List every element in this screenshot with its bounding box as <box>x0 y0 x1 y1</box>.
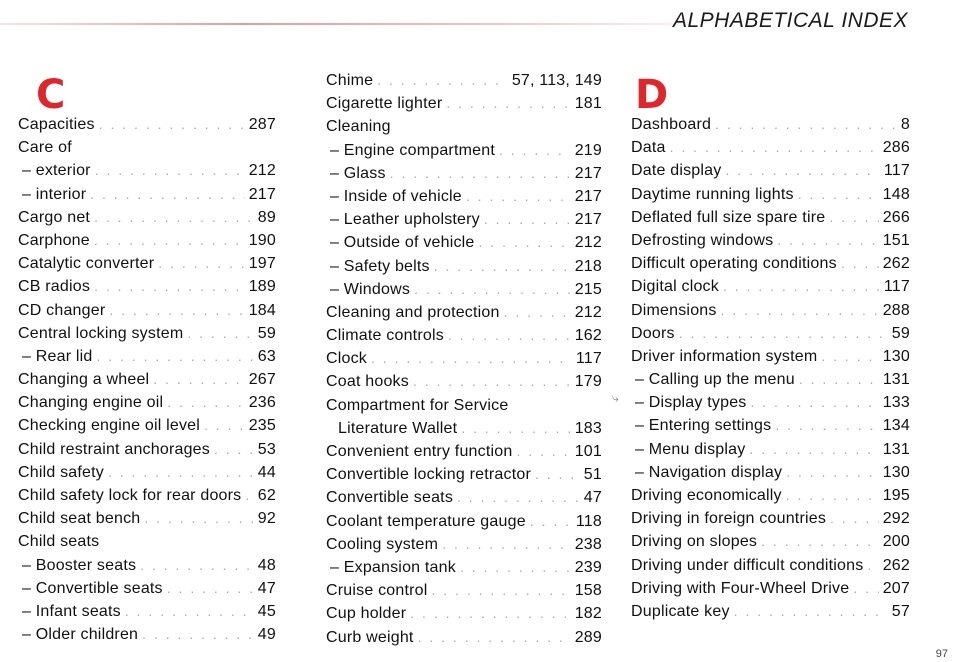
index-entry <box>18 557 276 580</box>
index-entry-page: 219 <box>574 141 602 159</box>
index-entry <box>631 232 910 255</box>
index-entry-page: 236 <box>248 394 276 412</box>
index-entry <box>326 629 602 652</box>
index-entry-page: 287 <box>248 116 276 133</box>
index-entry <box>631 394 910 417</box>
index-entry <box>326 118 602 141</box>
dot-leader <box>94 278 245 294</box>
index-entry <box>631 417 910 440</box>
dot-leader <box>448 327 571 343</box>
index-entry-label: Daytime running lights <box>631 185 794 203</box>
index-entry-page: 118 <box>575 512 602 530</box>
index-entry <box>326 513 602 536</box>
dot-leader <box>761 533 879 549</box>
index-entry-label: Changing a wheel <box>18 371 150 389</box>
section-letter-d: D <box>635 72 669 118</box>
index-entry <box>631 325 910 348</box>
index-entry <box>631 533 910 556</box>
index-entry <box>18 626 276 649</box>
index-entry-label: – Outside of vehicle <box>330 234 475 252</box>
dot-leader <box>109 302 244 318</box>
index-entry-page: 184 <box>248 301 276 319</box>
index-entry-page: 8 <box>900 116 910 133</box>
dot-leader <box>679 325 888 341</box>
dot-leader <box>144 510 253 526</box>
index-entry-label: – exterior <box>22 162 91 180</box>
index-entry-page: 117 <box>883 278 910 296</box>
index-entry <box>326 443 602 466</box>
index-entry <box>326 188 602 211</box>
dot-leader <box>96 348 253 364</box>
index-entry <box>18 302 276 325</box>
dot-leader <box>499 142 571 158</box>
index-entry-page: 266 <box>882 208 910 226</box>
dot-leader <box>187 325 253 341</box>
index-entry-page: 238 <box>574 535 602 553</box>
index-entry-page: 133 <box>882 394 910 412</box>
dot-leader <box>484 211 571 227</box>
dot-leader <box>775 417 878 433</box>
scan-mark-icon: ⤷ <box>612 391 619 405</box>
index-entry-label: Child safety lock for rear doors <box>18 487 242 504</box>
dot-leader <box>432 582 571 598</box>
index-entry-label: Chime <box>326 72 374 89</box>
dot-leader <box>99 116 245 132</box>
index-entry-label: Cargo net <box>18 208 91 226</box>
index-entry-label: Doors <box>631 324 675 342</box>
index-entry <box>326 281 602 304</box>
dot-leader <box>413 373 571 389</box>
index-entry-label: – Calling up the menu <box>635 371 795 389</box>
index-entry-label: Cleaning <box>326 118 391 136</box>
dot-leader <box>410 605 570 621</box>
dot-leader <box>158 255 244 271</box>
index-entry-label: Cleaning and protection <box>326 303 500 321</box>
index-entry <box>326 582 602 605</box>
dot-leader <box>457 489 580 505</box>
index-entry-label: Child restraint anchorages <box>18 440 210 458</box>
index-entry-label: CD changer <box>18 301 106 319</box>
index-entry <box>326 373 602 396</box>
index-entry-label: – Display types <box>635 394 747 412</box>
index-entry-page: 130 <box>882 347 910 365</box>
index-entry-page: 131 <box>882 440 910 458</box>
index-entry-label: Compartment for Service <box>326 396 509 414</box>
index-entry <box>631 186 910 209</box>
dot-leader <box>751 394 879 410</box>
index-entry-page: 197 <box>248 255 276 273</box>
index-entry-label: Dimensions <box>631 301 717 319</box>
index-entry-label: Deflated full size spare tire <box>631 208 826 226</box>
dot-leader <box>504 304 571 320</box>
index-entry-label: – Convertible seats <box>22 579 163 597</box>
dot-leader <box>418 629 571 645</box>
index-entry-label: Driving with Four-Wheel Drive <box>631 579 850 597</box>
index-entry-page: 148 <box>882 185 910 203</box>
index-entry <box>18 255 276 278</box>
dot-leader <box>90 186 244 202</box>
index-entry <box>326 165 602 188</box>
index-entry-label: Carphone <box>18 231 90 249</box>
index-entry-page: 217 <box>574 187 602 205</box>
index-entry-page: 217 <box>574 164 602 182</box>
index-entry <box>18 533 276 556</box>
dot-leader <box>853 580 878 596</box>
index-entry <box>326 258 602 281</box>
index-entry <box>18 371 276 394</box>
index-entry-page: 182 <box>574 605 602 623</box>
index-entry-page: 48 <box>257 556 276 574</box>
dot-leader <box>734 603 888 619</box>
index-entry-label: – Glass <box>330 164 386 182</box>
index-entry-label: Driving economically <box>631 487 782 504</box>
index-entry-page: 217 <box>248 185 276 203</box>
index-entry-page: 235 <box>248 417 276 435</box>
index-entry-page: 262 <box>882 255 910 273</box>
dot-leader <box>516 443 570 459</box>
index-entry-label: Coolant temperature gauge <box>326 512 526 530</box>
index-entry-label: Driver information system <box>631 347 818 365</box>
index-entry <box>18 441 276 464</box>
index-entry-label: – Rear lid <box>22 347 93 365</box>
index-entry-page: 45 <box>257 602 276 620</box>
dot-leader <box>670 139 879 155</box>
index-entry-page: 53 <box>257 440 276 458</box>
dot-leader <box>841 255 879 271</box>
index-entry <box>631 441 910 464</box>
index-entry-page: 207 <box>882 579 910 597</box>
index-entry-label: Central locking system <box>18 324 184 342</box>
index-entry-page: 59 <box>891 324 910 342</box>
dot-leader <box>749 441 878 457</box>
dot-leader <box>723 278 880 294</box>
index-entry-page: 158 <box>574 582 602 600</box>
index-entry <box>18 116 276 139</box>
index-entry-page: 212 <box>574 234 602 252</box>
page-number: 97 <box>935 648 948 660</box>
index-entry <box>18 162 276 185</box>
index-entry-label: – Infant seats <box>22 602 121 620</box>
index-entry-page: 262 <box>882 556 910 574</box>
dot-leader <box>821 348 878 364</box>
index-entry-label: Clock <box>326 350 368 368</box>
index-entry-label: Defrosting windows <box>631 231 774 249</box>
index-entry <box>326 536 602 559</box>
index-entry-label: Changing engine oil <box>18 394 164 412</box>
dot-leader <box>153 371 244 387</box>
index-entry <box>631 580 910 603</box>
index-entry-label: – Leather upholstery <box>330 211 480 229</box>
index-entry-page: 239 <box>574 558 602 576</box>
index-entry <box>326 304 602 327</box>
dot-leader <box>94 209 254 225</box>
index-entry <box>631 371 910 394</box>
index-entry <box>631 557 910 580</box>
index-entry-page: 62 <box>257 487 276 504</box>
section-letter-c: C <box>36 72 66 118</box>
dot-leader <box>140 557 254 573</box>
dot-leader <box>245 487 253 503</box>
index-entry-label: Coat hooks <box>326 373 409 391</box>
index-column-3 <box>631 116 910 626</box>
index-entry <box>326 95 602 118</box>
index-entry-page: 57 <box>891 602 910 620</box>
index-entry-label: – Navigation display <box>635 463 783 481</box>
dot-leader <box>829 209 878 225</box>
index-entry <box>326 72 602 95</box>
dot-leader <box>725 162 879 178</box>
index-entry <box>631 302 910 325</box>
index-entry-page: 181 <box>574 95 602 113</box>
index-entry-label: Duplicate key <box>631 602 730 620</box>
index-entry <box>18 139 276 162</box>
index-entry-page: 289 <box>574 628 602 646</box>
index-entry-label: Difficult operating conditions <box>631 255 837 273</box>
dot-leader <box>461 420 570 436</box>
dot-leader <box>867 557 878 573</box>
index-entry-label: Convertible locking retractor <box>326 466 531 484</box>
dot-leader <box>830 510 879 526</box>
index-entry-page: 101 <box>574 443 602 460</box>
index-entry <box>18 278 276 301</box>
index-entry <box>18 232 276 255</box>
index-entry <box>631 487 910 510</box>
dot-leader <box>94 232 245 248</box>
index-entry-label: Convenient entry function <box>326 443 513 460</box>
index-entry-label: Digital clock <box>631 278 719 296</box>
index-entry <box>326 327 602 350</box>
index-entry <box>18 417 276 440</box>
dot-leader <box>446 95 570 111</box>
index-entry-page: 189 <box>248 278 276 296</box>
index-entry <box>631 510 910 533</box>
index-entry-label: Cigarette lighter <box>326 95 443 113</box>
index-entry <box>18 580 276 603</box>
index-entry-label: – Entering settings <box>635 417 772 435</box>
index-entry-page: 44 <box>257 463 276 481</box>
dot-leader <box>442 536 571 552</box>
index-entry <box>631 255 910 278</box>
dot-leader <box>799 371 879 387</box>
index-entry <box>631 162 910 185</box>
index-entry-label: Child safety <box>18 463 104 481</box>
index-entry <box>18 603 276 626</box>
index-entry-page: 212 <box>248 162 276 180</box>
index-entry-page: 47 <box>583 489 602 507</box>
index-entry-label: – interior <box>22 185 87 203</box>
index-entry-label: Literature Wallet <box>338 419 458 437</box>
dot-leader <box>95 162 245 178</box>
index-entry <box>18 325 276 348</box>
dot-leader <box>715 116 897 132</box>
dot-leader <box>530 513 572 529</box>
index-entry <box>326 211 602 234</box>
index-entry-page: 215 <box>574 280 602 298</box>
index-entry <box>18 464 276 487</box>
index-entry <box>326 234 602 257</box>
dot-leader <box>167 580 254 596</box>
index-column-1 <box>18 116 276 649</box>
index-entry-label: – Inside of vehicle <box>330 187 462 205</box>
dot-leader <box>434 258 571 274</box>
dot-leader <box>167 394 244 410</box>
index-entry-page: 267 <box>248 371 276 389</box>
index-entry-label: Checking engine oil level <box>18 417 200 435</box>
index-entry-page: 218 <box>574 257 602 275</box>
index-entry <box>326 142 602 165</box>
dot-leader <box>721 302 879 318</box>
index-entry-page: 179 <box>574 373 602 391</box>
dot-leader <box>214 441 254 457</box>
index-entry-label: Driving on slopes <box>631 533 758 551</box>
index-entry-page: 63 <box>257 347 276 365</box>
index-entry-page: 195 <box>882 487 910 504</box>
index-entry-page: 131 <box>882 371 910 389</box>
index-entry-label: Cup holder <box>326 605 407 623</box>
index-entry-label: – Windows <box>330 280 411 298</box>
index-entry-label: Care of <box>18 139 72 157</box>
header-rule <box>0 23 690 25</box>
index-entry-label: Convertible seats <box>326 489 454 507</box>
index-entry-page: 89 <box>257 208 276 226</box>
index-entry-label: Cruise control <box>326 582 428 600</box>
index-entry <box>18 209 276 232</box>
dot-leader <box>798 186 879 202</box>
index-entry-label: Cooling system <box>326 535 439 553</box>
index-entry <box>326 605 602 628</box>
index-entry-page: 183 <box>574 419 602 437</box>
index-entry-label: – Booster seats <box>22 556 137 574</box>
dot-leader <box>414 281 571 297</box>
index-entry-label: – Engine compartment <box>330 141 495 159</box>
dot-leader <box>390 165 571 181</box>
index-entry-page: 47 <box>257 579 276 597</box>
index-entry <box>18 394 276 417</box>
index-entry-page: 117 <box>575 350 602 368</box>
index-entry <box>326 559 602 582</box>
index-entry-label: Child seats <box>18 533 100 551</box>
index-entry-page: 134 <box>882 417 910 435</box>
index-entry-page: 92 <box>257 510 276 528</box>
index-entry-label: – Menu display <box>635 440 746 458</box>
index-entry <box>631 348 910 371</box>
index-entry <box>631 139 910 162</box>
index-entry-label: – Expansion tank <box>330 558 456 576</box>
index-entry-label: – Safety belts <box>330 257 430 275</box>
index-entry <box>631 209 910 232</box>
index-entry-label: Driving under difficult conditions <box>631 556 864 574</box>
dot-leader <box>371 350 572 366</box>
index-entry-page: 190 <box>248 231 276 249</box>
index-entry <box>326 489 602 512</box>
index-entry-page: 49 <box>257 626 276 644</box>
index-entry-page: 288 <box>882 301 910 319</box>
index-entry-page: 57, 113, 149 <box>511 72 602 89</box>
index-entry-page: 130 <box>882 463 910 481</box>
index-entry-label: Climate controls <box>326 327 444 345</box>
index-entry-page: 286 <box>882 139 910 157</box>
index-entry-label: Catalytic converter <box>18 255 155 273</box>
index-entry-label: Child seat bench <box>18 510 141 528</box>
page-title: ALPHABETICAL INDEX <box>672 9 908 32</box>
index-entry-page: 51 <box>583 466 602 484</box>
index-entry <box>326 397 602 420</box>
index-entry-label: Driving in foreign countries <box>631 510 827 528</box>
index-entry <box>326 420 602 443</box>
dot-leader <box>786 464 879 480</box>
dot-leader <box>377 72 508 88</box>
dot-leader <box>108 464 254 480</box>
index-entry <box>18 510 276 533</box>
index-entry-page: 200 <box>882 533 910 551</box>
index-entry-page: 292 <box>882 510 910 528</box>
index-entry <box>631 116 910 139</box>
index-entry-page: 217 <box>574 211 602 229</box>
index-entry <box>18 186 276 209</box>
index-entry-page: 212 <box>574 303 602 321</box>
index-entry-page: 59 <box>257 324 276 342</box>
dot-leader <box>142 626 254 642</box>
index-entry <box>326 466 602 489</box>
dot-leader <box>535 466 580 482</box>
dot-leader <box>204 417 245 433</box>
dot-leader <box>786 487 879 503</box>
index-entry <box>631 464 910 487</box>
index-entry <box>326 350 602 373</box>
index-column-2 <box>326 72 602 652</box>
dot-leader <box>777 232 878 248</box>
index-entry <box>18 487 276 510</box>
index-entry-label: Curb weight <box>326 628 414 646</box>
index-entry-label: Date display <box>631 162 722 180</box>
index-entry-label: Dashboard <box>631 116 712 133</box>
index-entry-label: CB radios <box>18 278 91 296</box>
index-entry-label: Data <box>631 139 666 157</box>
dot-leader <box>479 234 571 250</box>
dot-leader <box>466 188 571 204</box>
dot-leader <box>125 603 254 619</box>
dot-leader <box>460 559 571 575</box>
index-entry <box>631 278 910 301</box>
index-entry-page: 151 <box>882 231 910 249</box>
index-entry <box>18 348 276 371</box>
index-entry-label: Capacities <box>18 116 95 133</box>
index-entry-page: 117 <box>883 162 910 180</box>
index-entry-label: – Older children <box>22 626 139 644</box>
index-entry <box>631 603 910 626</box>
index-entry-page: 162 <box>574 327 602 345</box>
